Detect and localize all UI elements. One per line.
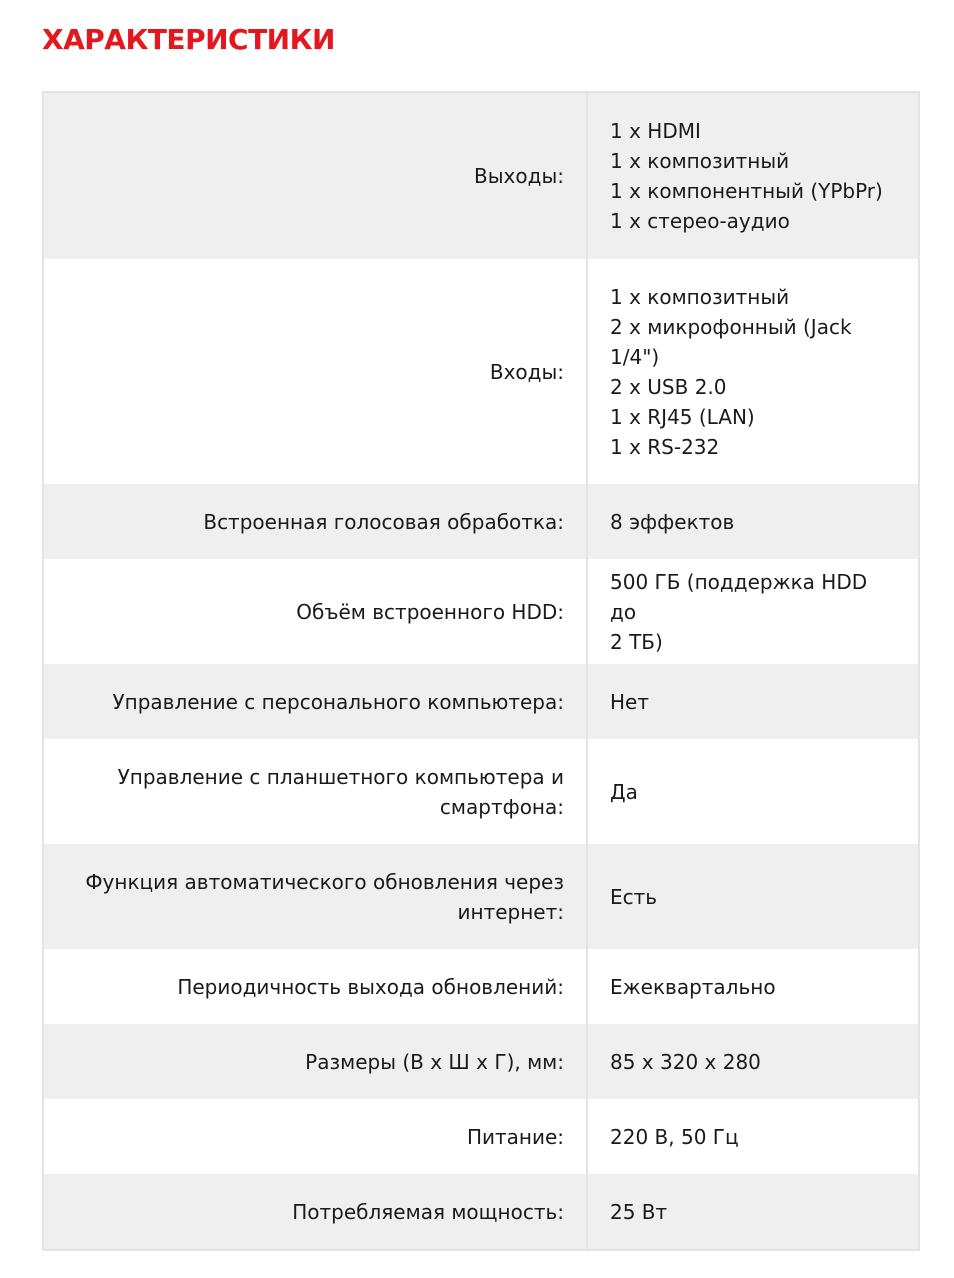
spec-value (588, 1174, 918, 1249)
spec-row-auto-update (44, 844, 918, 949)
spec-label: Размеры (В x Ш x Г), мм: (44, 1024, 588, 1099)
spec-label: Потребляемая мощность: (44, 1174, 588, 1249)
spec-label: Объём встроенного HDD: (44, 559, 588, 664)
spec-row-hdd (44, 559, 918, 664)
spec-label: Функция автоматического обновления через интернет: (44, 844, 588, 949)
spec-row-power-consumption (44, 1174, 918, 1249)
spec-row-tablet-control (44, 739, 918, 844)
spec-value-line: Да (610, 779, 638, 804)
spec-value (588, 1024, 918, 1099)
section-title: ХАРАКТЕРИСТИКИ (42, 23, 335, 56)
spec-label: Выходы: (44, 93, 588, 259)
spec-value (588, 739, 918, 844)
spec-value-line: 85 x 320 x 280 (610, 1049, 761, 1074)
spec-value (588, 93, 918, 259)
spec-value (588, 259, 918, 484)
spec-row-outputs (44, 93, 918, 259)
spec-label: Периодичность выхода обновлений: (44, 949, 588, 1024)
specs-table (42, 91, 920, 1251)
spec-value-line: Нет (610, 689, 649, 714)
spec-value-line: 2 x USB 2.0 (610, 374, 727, 399)
spec-label: Встроенная голосовая обработка: (44, 484, 588, 559)
spec-label: Управление с планшетного компьютера и смартфона: (44, 739, 588, 844)
spec-row-pc-control (44, 664, 918, 739)
spec-row-dimensions (44, 1024, 918, 1099)
spec-value-line: Ежеквартально (610, 974, 776, 999)
spec-value-line: 25 Вт (610, 1199, 668, 1224)
spec-value (588, 949, 918, 1024)
spec-value-line: 1 x композитный (610, 284, 790, 309)
spec-row-power-supply (44, 1099, 918, 1174)
spec-label: Питание: (44, 1099, 588, 1174)
spec-value (588, 844, 918, 949)
spec-value (588, 484, 918, 559)
spec-label: Управление с персонального компьютера: (44, 664, 588, 739)
spec-value (588, 1099, 918, 1174)
spec-value (588, 664, 918, 739)
spec-value-line: 1 x RJ45 (LAN) (610, 404, 755, 429)
spec-value-line: 500 ГБ (поддержка HDD до (610, 569, 868, 624)
spec-value-line: 2 ТБ) (610, 629, 663, 654)
spec-row-voice-processing (44, 484, 918, 559)
spec-label: Входы: (44, 259, 588, 484)
spec-value-line: 1 x HDMI (610, 119, 701, 143)
spec-value-line: 220 В, 50 Гц (610, 1124, 739, 1149)
spec-value-line: 1 x компонентный (YPbPr) (610, 179, 883, 203)
spec-row-update-frequency (44, 949, 918, 1024)
spec-value-line: 2 x микрофонный (Jack (610, 314, 852, 339)
spec-value-line: 1/4") (610, 344, 660, 369)
spec-value-line: 8 эффектов (610, 509, 735, 534)
spec-row-inputs (44, 259, 918, 484)
spec-value-line: Есть (610, 884, 658, 909)
spec-value (588, 559, 918, 664)
spec-value-line: 1 x RS-232 (610, 434, 720, 459)
spec-value-line: 1 x стерео-аудио (610, 209, 790, 233)
spec-value-line: 1 x композитный (610, 149, 790, 173)
